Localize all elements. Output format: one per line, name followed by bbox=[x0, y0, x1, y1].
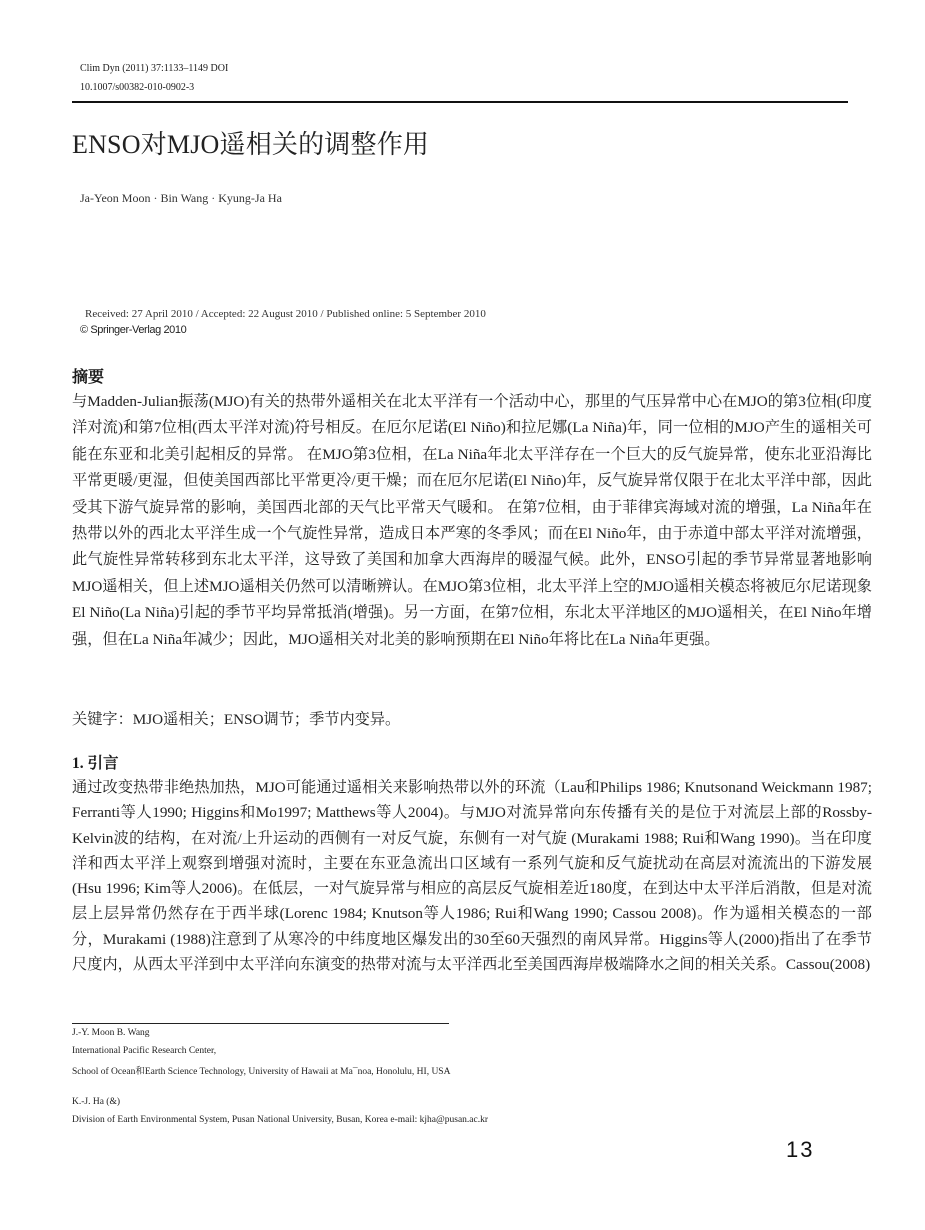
paper-title: ENSO对MJO遥相关的调整作用 bbox=[72, 130, 430, 159]
footnote-rule bbox=[72, 1023, 449, 1024]
footnote-affiliation-2: School of Ocean和Earth Science Technology, University of Hawaii at Ma¯noa, Honolulu, HI, USA bbox=[72, 1067, 451, 1077]
publication-dates: Received: 27 April 2010 / Accepted: 22 August 2010 / Published online: 5 September 2010 bbox=[85, 308, 486, 320]
introduction-text: 通过改变热带非绝热加热，MJO可能通过遥相关来影响热带以外的环流（Lau和Philips 1986; Knutsonand Weickmann 1987; Ferranti等人1990; Higgins和Mo1997; Matthews等人2004)。与MJO对流异常向东传播有关的是位于对流层上部的Rossby-Kelvin波的结构，在对流/上升运动的西侧有一对反气旋，东侧有一对气旋 (Murakami 1988; Rui和Wang 1990)。当在印度洋和西太平洋上观察到增强对流时，主要在东亚急流出口区域有一系列气旋和反气旋扰动在高层对流流出的下游发展(Hsu 1996; Kim等人2006)。在低层，一对气旋异常与相应的高层反气旋相差近180度，在到达中太平洋后消散，但是对流层上层异常仍然存在于西半球(Lorenc 1984; Knutson等人1986; Rui和Wang 1990; Cassou 2008)。作为遥相关模态的一部分，Murakami (1988)注意到了从寒冷的中纬度地区爆发出的30至60天强烈的南风异常。Higgins等人(2000)指出了在季节尺度内，从西太平洋到中太平洋向东演变的热带对流与太平洋西北至美国西海岸极端降水之间的相关关系。Cassou(2008) bbox=[72, 779, 872, 974]
author-list: Ja-Yeon Moon · Bin Wang · Kyung-Ja Ha bbox=[80, 191, 282, 205]
keywords: 关键字：MJO遥相关；ENSO调节；季节内变异。 bbox=[72, 711, 401, 728]
copyright-notice: © Springer-Verlag 2010 bbox=[80, 324, 187, 336]
journal-citation: Clim Dyn (2011) 37:1133–1149 DOI bbox=[80, 63, 229, 74]
springer-page-mark: 13 bbox=[786, 1137, 815, 1162]
header-rule bbox=[72, 101, 848, 103]
footnote-affiliation-3: Division of Earth Environmental System, Pusan National University, Busan, Korea e-mail: kjha@pusan.ac.kr bbox=[72, 1115, 489, 1125]
footnote-author-2: K.-J. Ha (&) bbox=[72, 1097, 121, 1107]
abstract-heading: 摘要 bbox=[72, 369, 105, 386]
abstract-text: 与Madden-Julian振荡(MJO)有关的热带外遥相关在北太平洋有一个活动中心，那里的气压异常中心在MJO的第3位相(印度洋对流)和第7位相(西太平洋对流)符号相反。在厄尔尼诺(El Niño)和拉尼娜(La Niña)年，同一位相的MJO产生的遥相关可能在东亚和北美引起相反的异常。 在MJO第3位相，在La Niña年北太平洋存在一个巨大的反气旋异常，使东北亚沿海比平常更暖/更湿，但使美国西部比平常更冷/更干燥；而在厄尔尼诺(El Niño)年，反气旋异常仅限于在北太平洋中部，因此受其下游气旋异常的影响，美国西北部的天气比平常天气暖和。 在第7位相，由于菲律宾海域对流的增强，La Niña年在热带以外的西北太平洋生成一个气旋性异常，造成日本严寒的冬季风；而在El Niño年，由于赤道中部太平洋对流增强，此气旋性异常转移到东北太平洋，这导致了美国和加拿大西海岸的暖湿气候。此外，ENSO引起的季节异常显著地影响MJO遥相关，但上述MJO遥相关仍然可以清晰辨认。在MJO第3位相，北太平洋上空的MJO遥相关模态将被厄尔尼诺现象El Niño(La Niña)引起的季节平均异常抵消(增强)。另一方面，在第7位相，东北太平洋地区的MJO遥相关，在El Niño年增强，但在La Niña年减少；因此，MJO遥相关对北美的影响预期在El Niño年将比在La Niña年更强。 bbox=[72, 393, 872, 648]
section-heading-introduction: 1. 引言 bbox=[72, 755, 119, 772]
footnote-affiliation-1: International Pacific Research Center, bbox=[72, 1046, 217, 1056]
doi[interactable]: 10.1007/s00382-010-0902-3 bbox=[80, 82, 195, 93]
footnote-author-1: J.-Y. Moon B. Wang bbox=[72, 1028, 150, 1038]
